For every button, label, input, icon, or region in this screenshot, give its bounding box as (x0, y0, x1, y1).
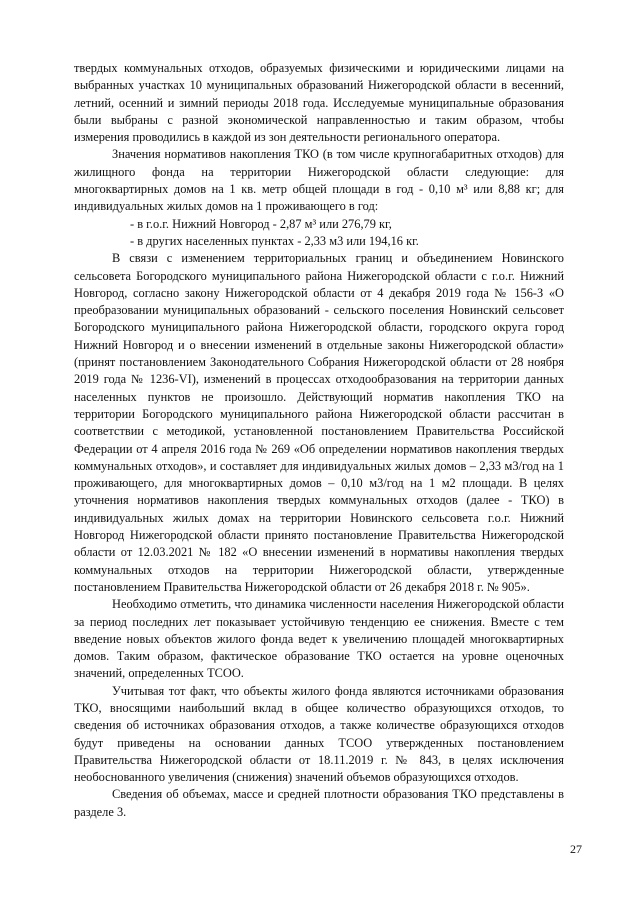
page-number: 27 (570, 842, 582, 856)
list-item-other-settlements: - в других населенных пунктах - 2,33 м3 или 194,16 кг. (130, 233, 419, 248)
paragraph-sources: Учитывая тот факт, что объекты жилого фонда являются источниками образования ТКО, вносящими наибольший вклад в общее количество образующихся отходов, то сведения об источниках образования отходов, а также количестве образующихся отходов будут приведены на основании данных ТСОО утвержденных постановлением Правительства Нижегородской области от 18.11.2019 г. № 843, в целях исключения необоснованного увеличения (снижения) значений объемов образующихся отходов. (74, 683, 564, 785)
paragraph-section-reference: Сведения об объемах, массе и средней плотности образования ТКО представлены в разделе 3. (74, 787, 564, 819)
paragraph-intro: твердых коммунальных отходов, образуемых физическими и юридическими лицами на выбранных участках 10 муниципальных образований Нижегородской области в весенний, летний, осенний и зимний периоды 2018 года. Исследуемые муниципальные образования были выбраны с разной экономической направленностью и таким образом, чтобы измерения проводились в каждой из зон деятельности регионального оператора. (74, 61, 564, 145)
list-item-nizhny-novgorod: - в г.о.г. Нижний Новгород - 2,87 м³ или 276,79 кг, (130, 216, 392, 231)
paragraph-novinsky: В связи с изменением территориальных границ и объединением Новинского сельсовета Богородского муниципального района Нижегородской области с г.о.г. Нижний Новгород, согласно закону Нижегородской области от 4 декабря 2019 года № 156-З «О преобразовании муниципальных образований - сельского поселения Новинский сельсовет Богородского муниципального района Нижегородской области, городского округа город Нижний Новгород и о внесении изменений в отдельные законы Нижегородской области» (принят постановлением Законодательного Собрания Нижегородской области от 28 ноября 2019 года № 1236-VI), изменений в процессах отходообразования на территории данных населенных пунктов не произошло. Действующий норматив накопления ТКО на территории Богородского муниципального района Нижегородской области рассчитан в соответствии с методикой, установленной постановлением Правительства Российской Федерации от 4 апреля 2016 года № 269 «Об определении нормативов накопления твердых коммунальных отходов», и составляет для индивидуальных жилых домов – 2,33 м3/год на 1 проживающего, для многоквартирных домов – 0,10 м3/год на 1 м2 площади. В целях уточнения нормативов накопления твердых коммунальных отходов (далее - ТКО) в индивидуальных жилых домах на территории Новинского сельсовета г.о.г. Нижний Новгород Нижегородской области принято постановление Правительства Нижегородской области от 12.03.2021 № 182 «О внесении изменений в нормативы накопления твердых коммунальных отходов на территории Нижегородской области, утвержденные постановлением Правительства Нижегородской области от 26 декабря 2018 г. № 905». (74, 251, 564, 594)
paragraph-population: Необходимо отметить, что динамика численности населения Нижегородской области за период последних лет показывает устойчивую тенденцию ее снижения. Вместе с тем введение новых объектов жилого фонда ведет к увеличению площадей многоквартирных домов. Таким образом, фактическое образование ТКО остается на уровне оценочных значений, определенных ТСОО. (74, 597, 564, 681)
paragraph-norms: Значения нормативов накопления ТКО (в том числе крупногабаритных отходов) для жилищного фонда на территории Нижегородской области следующие: для многоквартирных домов на 1 кв. метр общей площади в год - 0,10 м³ или 8,88 кг; для индивидуальных жилых домов на 1 проживающего в год: (74, 147, 564, 214)
